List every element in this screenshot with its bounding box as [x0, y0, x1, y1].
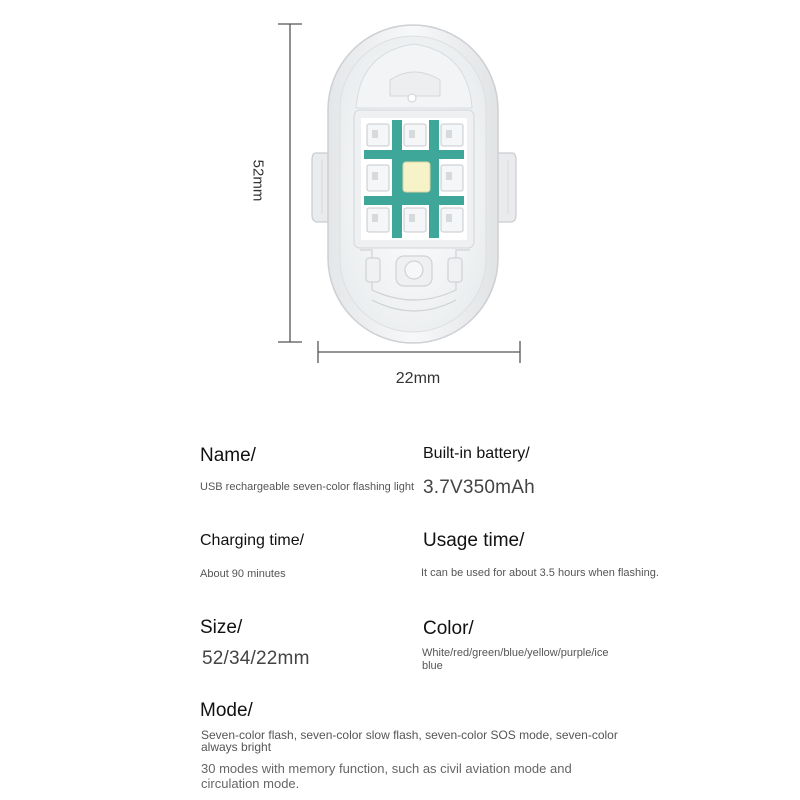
width-dimension-label: 22mm — [395, 370, 441, 387]
spec-color-title: Color/ — [423, 618, 474, 639]
spec-battery-title: Built-in battery/ — [423, 445, 530, 462]
height-dimension-line — [278, 24, 302, 342]
center-led — [403, 162, 430, 192]
spec-usage-title: Usage time/ — [423, 530, 525, 551]
spec-mode-line1: Seven-color flash, seven-color slow flash, seven-color SOS mode, seven-color always bright — [201, 728, 618, 754]
spec-color-value: White/red/green/blue/yellow/purple/ice blue — [422, 647, 609, 672]
spec-name-value: USB rechargeable seven-color flashing light — [200, 481, 415, 493]
spec-size-title: Size/ — [200, 617, 243, 638]
width-dimension-line — [318, 341, 520, 363]
spec-name-title: Name/ — [200, 445, 256, 466]
spec-battery-value: 3.7V350mAh — [423, 477, 535, 498]
spec-size-value: 52/34/22mm — [202, 648, 310, 669]
spec-usage-value: It can be used for about 3.5 hours when flashing. — [421, 567, 659, 579]
height-dimension-label: 52mm — [249, 159, 267, 202]
spec-charging-title: Charging time/ — [200, 532, 305, 549]
spec-mode-line2: 30 modes with memory function, such as civil aviation mode and circulation mode. — [201, 761, 572, 791]
spec-charging-value: About 90 minutes — [200, 568, 286, 580]
spec-mode-title: Mode/ — [200, 700, 253, 721]
led-board — [354, 110, 474, 248]
